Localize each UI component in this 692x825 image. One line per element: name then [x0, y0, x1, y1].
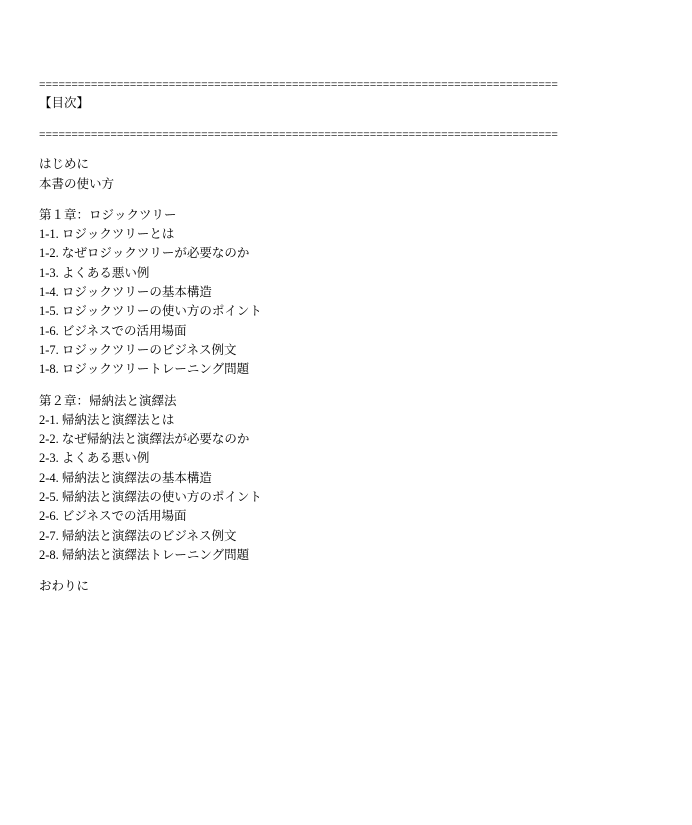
item-text: 帰納法と演繹法の基本構造 — [61, 470, 212, 485]
item-number: 2-8. — [39, 547, 59, 562]
item-number: 2-5. — [39, 490, 59, 505]
item-number: 1-5. — [39, 304, 59, 319]
item-number: 1-8. — [39, 362, 59, 377]
item-number: 2-4. — [39, 470, 59, 485]
list-item — [39, 360, 639, 379]
item-text: よくある悪い例 — [61, 265, 150, 280]
list-item — [39, 449, 639, 468]
item-number: 1-2. — [39, 246, 59, 261]
item-number: 1-4. — [39, 285, 59, 300]
item-text: なぜロジックツリーが必要なのか — [61, 246, 250, 261]
item-number: 2-2. — [39, 432, 59, 447]
list-item — [39, 322, 639, 341]
list-item — [39, 302, 639, 321]
list-item — [39, 283, 639, 302]
item-text: よくある悪い例 — [61, 451, 150, 466]
list-item — [39, 527, 639, 546]
toc-entry-intro: はじめに — [39, 157, 90, 172]
item-text: 帰納法と演繹法の使い方のポイント — [61, 490, 262, 505]
item-text: ロジックツリーの使い方のポイント — [61, 304, 262, 319]
list-item — [39, 225, 639, 244]
item-number: 2-3. — [39, 451, 59, 466]
item-text: ビジネスでの活用場面 — [61, 323, 187, 338]
list-item — [39, 430, 639, 449]
list-item — [39, 244, 639, 263]
item-text: ロジックツリーとは — [61, 227, 175, 242]
item-number: 2-6. — [39, 509, 59, 524]
item-number: 1-3. — [39, 265, 59, 280]
list-item — [39, 341, 639, 360]
toc-entry-closing: おわりに — [39, 579, 90, 594]
list-item — [39, 469, 639, 488]
list-item — [39, 507, 639, 526]
item-number: 1-1. — [39, 227, 59, 242]
item-text: なぜ帰納法と演繹法が必要なのか — [61, 432, 250, 447]
toc-heading: 【目次】 — [39, 96, 90, 110]
chapter-2-list — [39, 411, 639, 565]
chapter-1-title: 第１章：ロジックツリー — [39, 207, 177, 222]
item-text: 帰納法と演繹法とは — [61, 412, 175, 427]
item-text: ロジックツリートレーニング問題 — [61, 362, 250, 377]
list-item — [39, 546, 639, 565]
item-text: ロジックツリーのビジネス例文 — [61, 342, 237, 357]
chapter-2-title: 第２章：帰納法と演繹法 — [39, 393, 177, 408]
list-item — [39, 264, 639, 283]
separator-rule-bottom: ================================================================================ — [39, 129, 558, 142]
item-number: 1-6. — [39, 323, 59, 338]
item-number: 2-1. — [39, 412, 59, 427]
item-number: 2-7. — [39, 528, 59, 543]
item-text: ビジネスでの活用場面 — [61, 509, 187, 524]
item-text: 帰納法と演繹法トレーニング問題 — [61, 547, 250, 562]
item-text: ロジックツリーの基本構造 — [61, 285, 212, 300]
table-of-contents — [39, 76, 639, 597]
item-number: 1-7. — [39, 342, 59, 357]
list-item — [39, 488, 639, 507]
chapter-1-list — [39, 225, 639, 379]
toc-entry-how-to-use: 本書の使い方 — [39, 176, 115, 191]
item-text: 帰納法と演繹法のビジネス例文 — [61, 528, 237, 543]
list-item — [39, 411, 639, 430]
separator-rule-top: ================================================================================ — [39, 79, 558, 91]
